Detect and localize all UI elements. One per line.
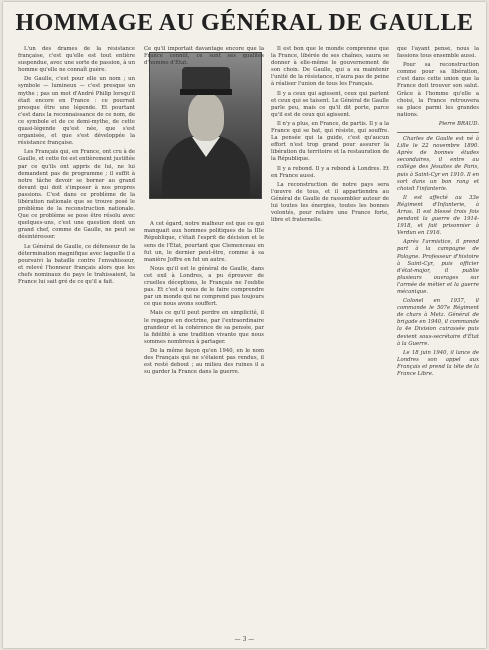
document-page: [3, 2, 486, 648]
bio-paragraph: Après l'armistice, il prend part à la campagne de Pologne. Professeur d'histoire à Saint-Cyr, puis officier d'état-major, il publie plusieurs ouvrages sur l'armée de métier et la guerre mécanique.: [397, 239, 479, 295]
paragraph: L'un des drames de la résistance française, c'est qu'elle est tout entière suspendue, avec une sorte de passion, à un homme qu'elle ne connaît guère.: [18, 46, 135, 74]
photo-spacer: [144, 69, 264, 221]
divider: [397, 132, 479, 133]
column-1: [18, 46, 135, 631]
paragraph: Nous qu'il est le général de Gaulle, dans cet exil à Londres, a pu éprouver de cruelles déceptions, le Français ne l'oublie pas. Et c'est à nous de le faire comprendre par un monde qui ne comprend pas toujours ce que nous avons souffert.: [144, 265, 264, 308]
bio-paragraph: Le 18 juin 1940, il lance de Londres son appel aux Français et prend la tête de la France Libre.: [397, 349, 479, 378]
paragraph: Le Général de Gaulle, ce défenseur de la détermination magnifique avec laquelle il a poursuivi la bataille contre l'envahisseur, et relevé l'honneur français alors que les chefs nominaux du pays le trahissaient, la France lui sait gré de ce qu'il a fait.: [18, 243, 135, 285]
bio-paragraph: Colonel en 1937, il commande le 507e Régiment de chars à Metz. Général de brigade en 1940, il commande la 4e Division cuirassée puis devient sous-secrétaire d'État à la Guerre.: [397, 298, 479, 347]
paragraph: Mais ce qu'il peut perdre en simplicité, il le regagne en doctrine, par l'extraordinaire grandeur et la cohérence de sa pensée, par la fidélité à une tradition vivante que nous sommes nombreux à partager.: [144, 310, 264, 345]
paragraph: Il y a rebond. Il y a rebond à Londres. Et en France aussi.: [271, 165, 389, 179]
bio-paragraph: Charles de Gaulle est né à Lille le 22 novembre 1890. Après de bonnes études secondaires, il entre au collège des Jésuites de Paris, puis à Saint-Cyr en 1910. Il en sort dans un bon rang et choisit l'infanterie.: [397, 136, 479, 192]
paragraph: que l'ayant pensé, nous la fassions tous ensemble aussi.: [397, 46, 479, 60]
page-title: HOMMAGE AU GÉNÉRAL DE GAULLE: [15, 10, 474, 36]
paragraph: De la même façon qu'en 1940, en le nom des Français qui ne s'étaient pas rendus, il est resté debout ; au milieu des ruines il a su garder la France dans la guerre.: [144, 347, 264, 376]
page-number: — 3 —: [234, 636, 255, 643]
paragraph: Les Français qui, en France, ont cru à de Gaulle, et cette foi est entièrement justifiée par ce qu'ils ont appris de lui, ne lui demandent pas de programme ; il suffit à notre tâche devoir se borner au grand devant qui doit s'imposer à nos propres passions. C'est dans ce problème de la libération nationale que se trouve posé le problème de la reconstruction nationale. Que ce problème se pose être résolu avec quelques-uns, c'est une question dont un grand chef, comme de Gaulle, ne peut se désintéresser.: [18, 149, 135, 241]
paragraph: La reconstruction de notre pays sera l'œuvre de tous, et il appartiendra au Général de Gaulle de rassembler autour de lui toutes les énergies, toutes les bonnes volontés, pour refaire une France forte, libre et fraternelle.: [271, 181, 389, 224]
paragraph: Il y a ceux qui agissent, ceux qui parlent et ceux qui se taisent. Le Général de Gaulle parle peu, mais ce qu'il dit porte, parce qu'il est de ceux qui agissent.: [271, 90, 389, 118]
column-4: [397, 46, 479, 631]
paragraph: De Gaulle, c'est pour elle un nom ; un symbole — lumineux — c'est presque un mythe ; pas un mot d'André Philip lorsqu'il était encore en France : ce pourrait presque être une légende. Et pourtant c'est dans la reconnaissance de ce nom, de ce symbole et de ce demi-mythe, de cette quasi-légende qu'est née, que s'est organisée, et que s'est développée la résistance française.: [18, 76, 135, 147]
paragraph: A cet égard, notre malheur est que ce qui manquait aux hommes politiques de la IIIe République, c'était l'esprit de décision et le sens de l'État, pourtant que Clemenceau en fut un, le dernier peut-être, comme à sa manière Joffre en fut un autre.: [144, 221, 264, 263]
author-signature: Pierre BRAUD.: [438, 120, 479, 127]
paragraph: Pour sa reconstruction comme pour sa libération, c'est dans cette union que la France doit trouver son salut. Grâce à l'homme qu'elle a choisi, la France retrouvera sa place parmi les grandes nations.: [397, 62, 479, 118]
paragraph: Il est bon que le monde comprenne que la France, libérée de ses chaînes, saura se donner à elle-même le gouvernement de son choix. De Gaulle, qui a su maintenir l'unité de la résistance, n'aura pas de peine à réaliser l'union de tous les Français.: [271, 46, 389, 88]
bio-paragraph: Il est affecté au 33e Régiment d'Infanterie, à Arras. Il est blessé trois fois pendant la guerre de 1914-1918, et fait prisonnier à Verdun en 1916.: [397, 194, 479, 237]
lead-paragraph: Ce qu'il importait davantage encore que la France connût, ce sont ses qualités d'homme d'État.: [144, 46, 264, 67]
column-3: [271, 46, 389, 631]
column-2: [144, 46, 264, 631]
paragraph: Il n'y a plus, en France, de partis. Il y a la France qui se bat, qui résiste, qui souffre. La pensée qui la guide, c'est qu'aucun effort n'est trop grand pour assurer la libération du territoire et la restauration de la République.: [271, 120, 389, 163]
